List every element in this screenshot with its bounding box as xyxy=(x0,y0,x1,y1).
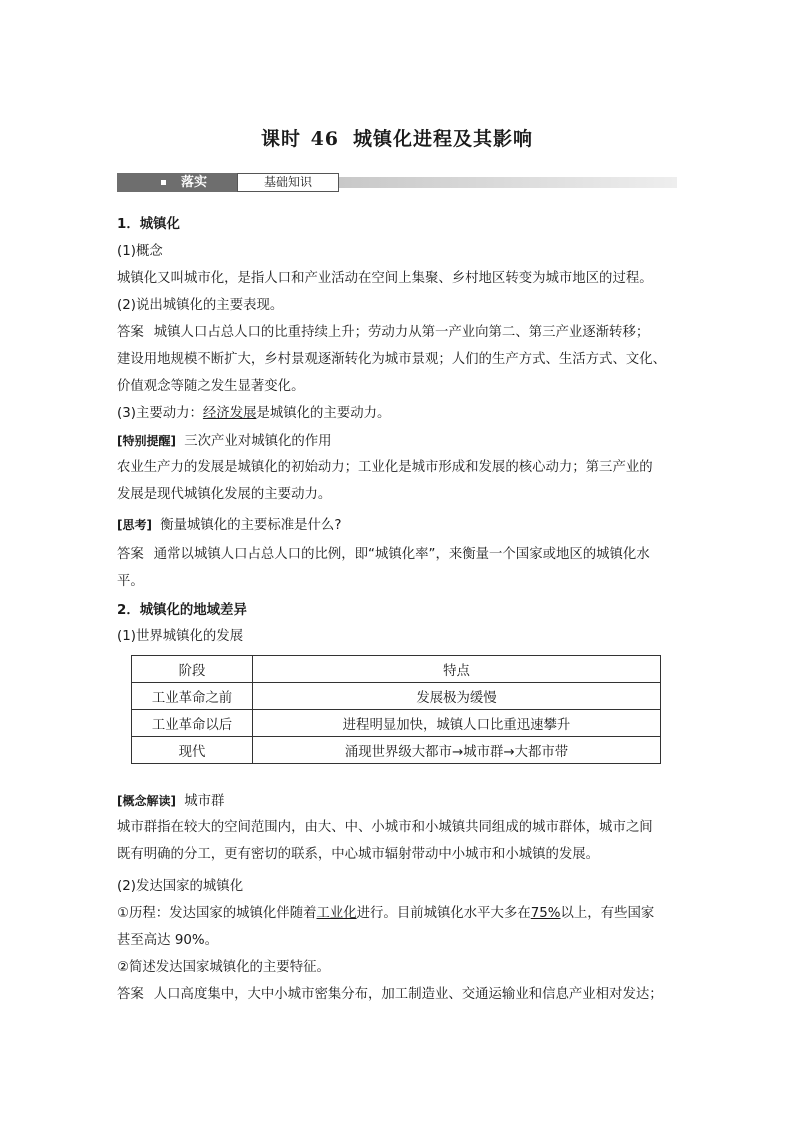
section-label xyxy=(117,173,237,192)
question-features: ②简述发达国家城镇化的主要特征。 xyxy=(117,960,330,975)
think-tag: [思考] xyxy=(117,518,152,532)
tip-line-2: 发展是现代城镇化发展的主要动力。 xyxy=(117,487,332,502)
main-driver-line xyxy=(117,405,390,423)
title-number: 46 xyxy=(310,128,340,150)
history-keyword-industrialization: 工业化 xyxy=(316,906,357,921)
table-header-cell: 阶段 xyxy=(132,656,253,683)
driver-prefix: (3)主要动力： xyxy=(117,406,203,421)
history-line-1 xyxy=(117,905,654,923)
answer-line-3: 价值观念等随之发生显著变化。 xyxy=(117,379,305,394)
answer-label: 答案 xyxy=(117,987,144,1002)
table-cell: 现代 xyxy=(132,737,253,764)
table-cell: 工业革命之前 xyxy=(132,683,253,710)
table-cell: 进程明显加快，城镇人口比重迅速攀升 xyxy=(253,710,661,737)
city-cluster-line-1: 城市群指在较大的空间范围内，由大、中、小城市和小城镇共同组成的城市群体，城市之间 xyxy=(117,820,653,835)
concept-tag: [概念解读] xyxy=(117,794,176,808)
features-answer xyxy=(117,986,663,1004)
section-label-text: 落实 xyxy=(181,175,208,190)
tip-line-1: 农业生产力的发展是城镇化的初始动力；工业化是城市形成和发展的核心动力；第三产业的 xyxy=(117,460,653,475)
table-header-row xyxy=(132,656,661,683)
history-text-a: ①历程：发达国家的城镇化伴随着 xyxy=(117,906,317,921)
table-row xyxy=(132,683,661,710)
answer-label: 答案 xyxy=(117,547,144,562)
title-text: 城镇化进程及其影响 xyxy=(353,128,534,150)
think-question xyxy=(117,516,341,535)
answer-line-2: 建设用地规模不断扩大，乡村景观逐渐转化为城市景观；人们的生产方式、生活方式、文化、 xyxy=(117,352,667,367)
page-title xyxy=(0,124,794,151)
special-tip-heading xyxy=(117,432,332,451)
table-cell: 工业革命以后 xyxy=(132,710,253,737)
driver-suffix: 是城镇化的主要动力。 xyxy=(256,406,391,421)
tip-title: 三次产业对城镇化的作用 xyxy=(184,434,332,449)
history-text-c: 以上，有些国家 xyxy=(560,906,655,921)
features-answer-text: 人口高度集中，大中小城市密集分布，加工制造业、交通运输业和信息产业相对发达； xyxy=(153,987,663,1002)
table-cell: 发展极为缓慢 xyxy=(253,683,661,710)
question-manifestations: (2)说出城镇化的主要表现。 xyxy=(117,298,284,313)
concept-title: 城市群 xyxy=(184,794,225,809)
concept-text: 城镇化又叫城市化，是指人口和产业活动在空间上集聚、乡村地区转变为城市地区的过程。 xyxy=(117,271,653,286)
concept-explain-heading xyxy=(117,792,224,811)
answer-text: 城镇人口占总人口的比重持续上升；劳动力从第一产业向第二、第三产业逐渐转移； xyxy=(153,325,650,340)
heading-urbanization: 1．城镇化 xyxy=(117,217,180,232)
banner-gradient-bar xyxy=(339,177,677,188)
tip-tag: [特别提醒] xyxy=(117,434,176,448)
driver-keyword: 经济发展 xyxy=(202,406,257,421)
table-row xyxy=(132,737,661,764)
square-bullet-icon xyxy=(161,180,166,185)
think-answer-text: 通常以城镇人口占总人口的比例，即“城镇化率”，来衡量一个国家或地区的城镇化水 xyxy=(153,547,650,562)
answer-line-1 xyxy=(117,324,649,342)
history-keyword-percent: 75% xyxy=(530,906,561,921)
think-answer-line-2: 平。 xyxy=(117,574,144,589)
section-tab: 基础知识 xyxy=(237,173,339,192)
title-prefix: 课时 xyxy=(260,128,301,150)
world-development-label: (1)世界城镇化的发展 xyxy=(117,629,244,644)
concept-label: (1)概念 xyxy=(117,244,163,259)
think-answer-line-1 xyxy=(117,546,650,564)
table-row xyxy=(132,710,661,737)
section-banner xyxy=(117,173,677,192)
table-header-cell: 特点 xyxy=(253,656,661,683)
history-text-b: 进行。目前城镇化水平大多在 xyxy=(356,906,531,921)
think-question-text: 衡量城镇化的主要标准是什么? xyxy=(160,518,342,533)
heading-regional-differences: 2．城镇化的地域差异 xyxy=(117,603,247,618)
history-line-2: 甚至高达 90%。 xyxy=(117,933,218,948)
developed-countries-label: (2)发达国家的城镇化 xyxy=(117,879,244,894)
city-cluster-line-2: 既有明确的分工，更有密切的联系，中心城市辐射带动中小城市和小城镇的发展。 xyxy=(117,847,600,862)
table-cell: 涌现世界级大都市→城市群→大都市带 xyxy=(253,737,661,764)
urbanization-phase-table xyxy=(131,655,661,764)
answer-label: 答案 xyxy=(117,325,144,340)
